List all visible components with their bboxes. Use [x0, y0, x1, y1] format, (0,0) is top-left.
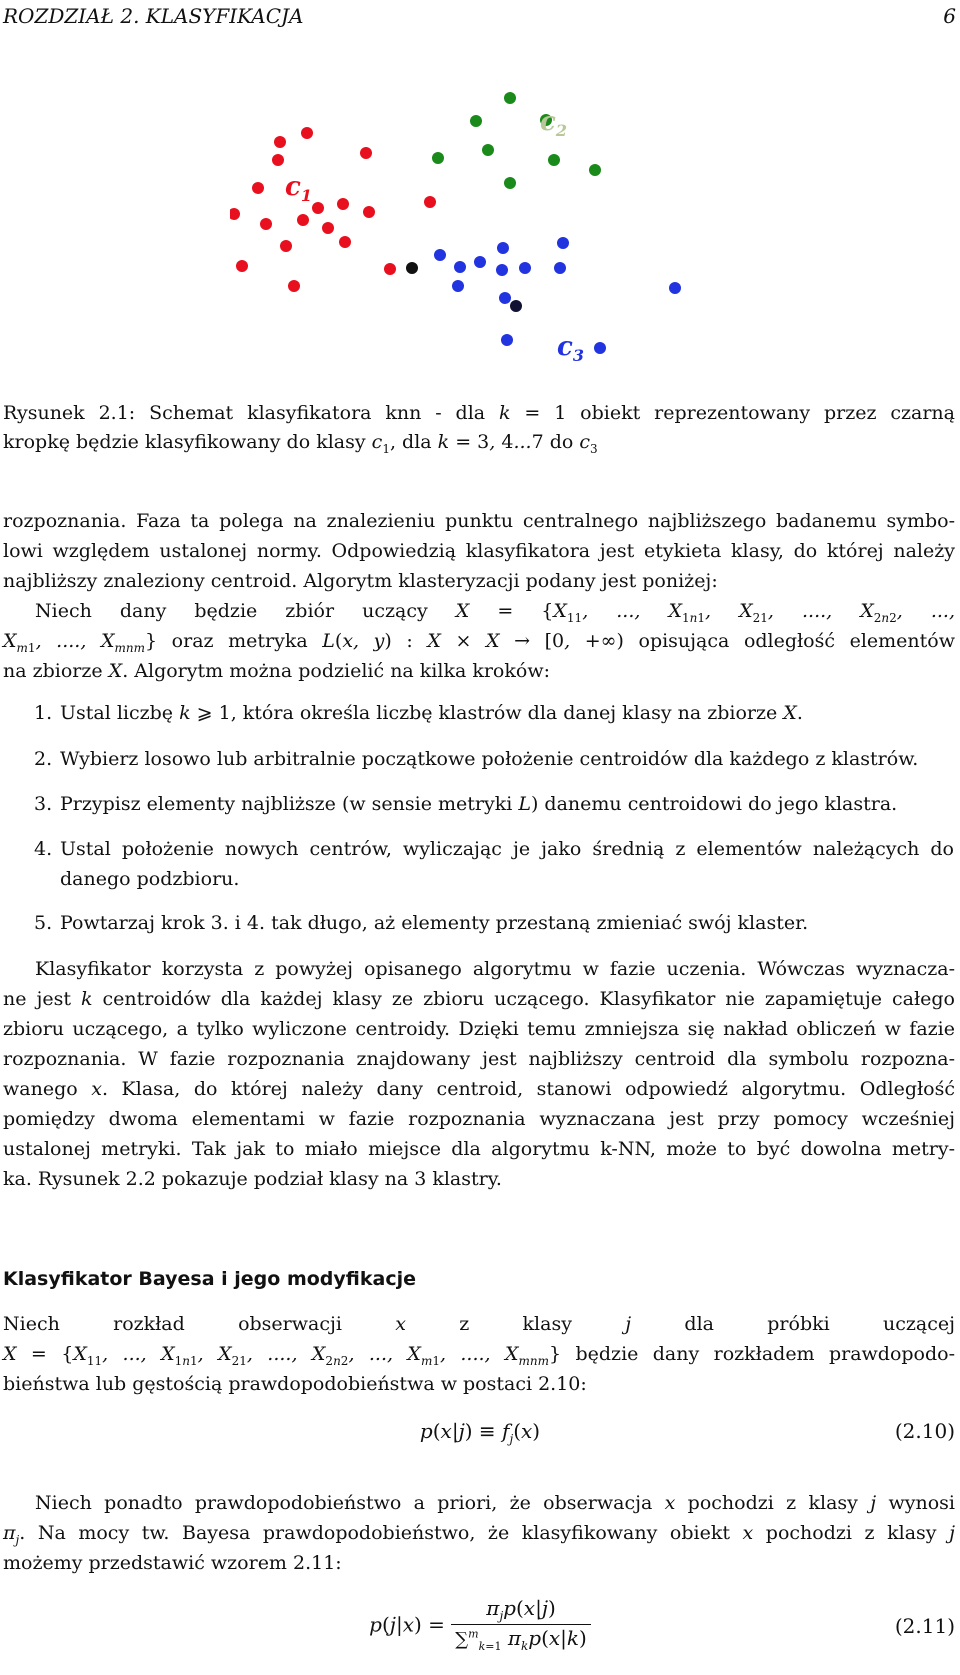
equation-2-11-number: (2.11)	[894, 1614, 955, 1638]
step-4: 4. Ustal położenie nowych centrów, wyliczając je jako średnią z elementów należących do danego podzbioru.	[34, 838, 954, 890]
green-point	[432, 152, 444, 164]
paragraph-3-line2: ne jest k centroidów dla każdej klasy ze zbioru uczącego. Klasyfikator nie zapamiętuje całego	[3, 988, 955, 1010]
blue-point	[594, 342, 606, 354]
red-point	[312, 202, 324, 214]
blue-point	[557, 237, 569, 249]
c2-label: $c_2$	[540, 107, 567, 140]
paragraph-5-line2: $\pi_j$. Na mocy tw. Bayesa prawdopodobieństwo, że klasyfikowany obiekt x pochodzi z klasy j	[3, 1522, 955, 1547]
red-point	[252, 182, 264, 194]
red-point	[384, 263, 396, 275]
figure-caption-line2: kropkę będzie klasyfikowany do klasy $c_1$, dla k = 3, 4...7 do $c_3$	[3, 431, 598, 456]
paragraph-2-line3: na zbiorze X. Algorytm można podzielić na kilka kroków:	[3, 660, 550, 682]
red-point	[322, 222, 334, 234]
paragraph-3-line5: wanego x. Klasa, do której należy dany centroid, stanowi odpowiedź algorytmu. Odległość	[3, 1078, 955, 1100]
figure-caption-line1: Rysunek 2.1: Schemat klasyfikatora knn - dla k = 1 obiekt reprezentowany przez czarną	[3, 402, 955, 424]
red-point	[236, 260, 248, 272]
paragraph-4-line1: Niech rozkład obserwacji x z klasy j dla próbki uczącej	[3, 1313, 955, 1335]
step-2: 2. Wybierz losowo lub arbitralnie początkowe położenie centroidów dla każdego z klastrów.	[34, 748, 919, 770]
green-points	[432, 92, 601, 189]
green-point	[504, 177, 516, 189]
paragraph-4-line3: bieństwa lub gęstością prawdopodobieństwa w postaci 2.10:	[3, 1373, 587, 1395]
green-point	[589, 164, 601, 176]
knn-scatter-figure	[230, 90, 730, 390]
paragraph-4-line2: $X = \{X_{11}$, ..., $X_{1n1}$, $X_{21}$, ...., $X_{2n2}$, ..., $X_{m1}$, ...., $X_{mnm}$} będzie dany rozkładem prawdopodo-	[3, 1343, 956, 1368]
red-point	[301, 127, 313, 139]
blue-point	[434, 249, 446, 261]
paragraph-3-line6: pomiędzy dwoma elementami w fazie rozpoznania wyznaczana jest przy pomocy wcześniej	[3, 1108, 955, 1130]
blue-point	[501, 334, 513, 346]
green-point	[470, 115, 482, 127]
red-point	[339, 236, 351, 248]
paragraph-3-line1: Klasyfikator korzysta z powyżej opisanego algorytmu w fazie uczenia. Wówczas wyznacza-	[35, 958, 955, 980]
blue-point	[497, 242, 509, 254]
paragraph-5-line3: możemy przedstawić wzorem 2.11:	[3, 1552, 342, 1574]
blue-point	[474, 256, 486, 268]
c1-label: $c_1$	[285, 172, 312, 205]
red-point	[230, 208, 240, 220]
paragraph-2-line1: Niech dany będzie zbiór uczący $X = \{X_{11}$, ..., $X_{1n1}$, $X_{21}$, ...., $X_{2n2}$, ...,	[35, 600, 956, 625]
paragraph-3-line8: ka. Rysunek 2.2 pokazuje podział klasy na 3 klastry.	[3, 1168, 502, 1190]
c3-label: $c_3$	[557, 332, 584, 365]
red-point	[363, 206, 375, 218]
blue-point	[454, 261, 466, 273]
equation-2-11-fraction: $\frac{\pi_jp(x|j)}{\sum^m_{k=1} \pi_kp(x|k)}$	[451, 1596, 591, 1653]
paragraph-3-line4: rozpoznania. W fazie rozpoznania znajdowany jest najbliższy centroid dla symbolu rozpozna-	[3, 1048, 955, 1070]
red-point	[260, 218, 272, 230]
black-blue-point	[510, 300, 522, 312]
paragraph-3-line7: ustalonej metryki. Tak jak to miało miejsce dla algorytmu k-NN, może to być dowolna metry-	[3, 1138, 955, 1160]
blue-point	[499, 292, 511, 304]
chapter-title: ROZDZIAŁ 2. KLASYFIKACJA	[3, 4, 304, 28]
paragraph-5-line1: Niech ponadto prawdopodobieństwo a priori, że obserwacja x pochodzi z klasy j wynosi	[35, 1492, 955, 1514]
running-header	[3, 4, 956, 30]
red-point	[297, 214, 309, 226]
blue-point	[519, 262, 531, 274]
blue-point	[452, 280, 464, 292]
equation-2-10-body: $p(x|j) \equiv f_j(x)$	[419, 1419, 541, 1446]
section-heading: Klasyfikator Bayesa i jego modyfikacje	[3, 1268, 416, 1290]
paragraph-1-line1: rozpoznania. Faza ta polega na znalezieniu punktu centralnego najbliższego badanemu symbo-	[3, 510, 955, 532]
red-point	[424, 196, 436, 208]
step-1: 1. Ustal liczbę k ⩾ 1, która określa liczbę klastrów dla danej klasy na zbiorze X.	[34, 702, 803, 724]
paragraph-2-line2: $X_{m1}$, ...., $X_{mnm}$} oraz metryka L(x, y) : X × X → [0, +∞) opisująca odległość elementów	[3, 630, 955, 655]
paragraph-1-line2: lowi względem ustalonej normy. Odpowiedzią klasyfikatora jest etykieta klasy, do której należy	[3, 540, 955, 562]
red-point	[272, 154, 284, 166]
red-point	[337, 198, 349, 210]
equation-2-11-body: p(j|x) = $\frac{\pi_jp(x|j)}{\sum^m_{k=1} \pi_kp(x|k)}$	[0, 1596, 960, 1653]
query-point	[406, 262, 418, 274]
equation-2-10-number: (2.10)	[894, 1419, 955, 1443]
red-point	[288, 280, 300, 292]
red-point	[280, 240, 292, 252]
step-3: 3. Przypisz elementy najbliższe (w sensie metryki L) danemu centroidowi do jego klastra.	[34, 793, 898, 815]
paragraph-1-line3: najbliższy znaleziony centroid. Algorytm klasteryzacji podany jest poniżej:	[3, 570, 718, 592]
blue-point	[669, 282, 681, 294]
green-point	[504, 92, 516, 104]
paragraph-3-line3: zbioru uczącego, a tylko wyliczone centroidy. Dzięki temu zmniejsza się nakład obliczeń w fazie	[3, 1018, 955, 1040]
red-point	[274, 136, 286, 148]
scatter-plot	[230, 90, 730, 390]
green-point	[482, 144, 494, 156]
red-point	[360, 147, 372, 159]
green-point	[548, 154, 560, 166]
blue-point	[496, 264, 508, 276]
page-number: 6	[943, 4, 956, 28]
step-5: 5. Powtarzaj krok 3. i 4. tak długo, aż elementy przestaną zmieniać swój klaster.	[34, 912, 809, 934]
blue-point	[554, 262, 566, 274]
red-points	[230, 127, 436, 292]
